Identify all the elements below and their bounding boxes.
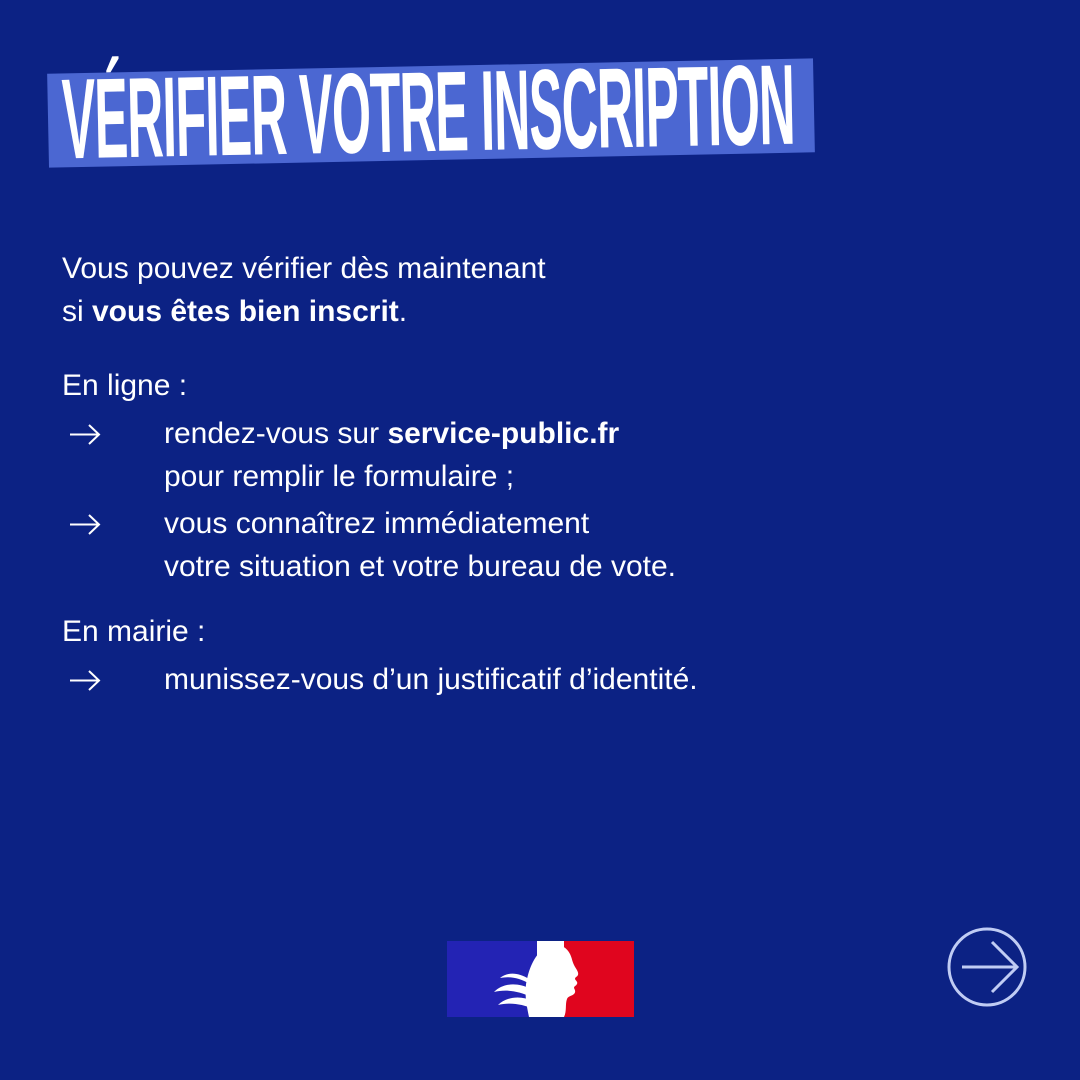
bullet-line: votre situation et votre bureau de vote. — [164, 550, 676, 583]
title-banner — [47, 41, 815, 184]
french-republic-marianne-flag-logo — [447, 941, 634, 1017]
section-heading: En ligne : — [62, 369, 188, 402]
bullet-text — [164, 502, 922, 588]
list-item — [62, 412, 922, 498]
section-heading: En mairie : — [62, 615, 206, 648]
section-townhall — [62, 610, 922, 701]
bullet-line-bold: service-public.fr — [387, 417, 620, 450]
intro-text — [62, 247, 922, 333]
arrow-right-icon — [62, 412, 164, 448]
intro-line2-bold: vous êtes bien inscrit — [92, 295, 399, 328]
intro-line1: Vous pouvez vérifier dès maintenant — [62, 252, 546, 285]
bullet-text — [164, 412, 922, 498]
intro-line2-prefix: si — [62, 295, 92, 328]
section-online — [62, 364, 922, 588]
bullet-list — [62, 412, 922, 588]
bullet-text — [164, 658, 922, 701]
next-arrow-button[interactable] — [945, 925, 1029, 1009]
list-item — [62, 658, 922, 701]
bullet-line: vous connaîtrez immédiatement — [164, 507, 590, 540]
arrow-right-icon — [62, 658, 164, 694]
bullet-line: rendez-vous sur — [164, 417, 388, 450]
bullet-line: pour remplir le formulaire ; — [164, 460, 515, 493]
intro-line2-suffix: . — [398, 295, 408, 328]
list-item — [62, 502, 922, 588]
page-title: VÉRIFIER VOTRE INSCRIPTION — [60, 41, 796, 184]
body-content — [62, 247, 922, 705]
bullet-line: munissez-vous d’un justificatif d’identité. — [164, 663, 698, 696]
bullet-list — [62, 658, 922, 701]
arrow-right-icon — [62, 502, 164, 538]
